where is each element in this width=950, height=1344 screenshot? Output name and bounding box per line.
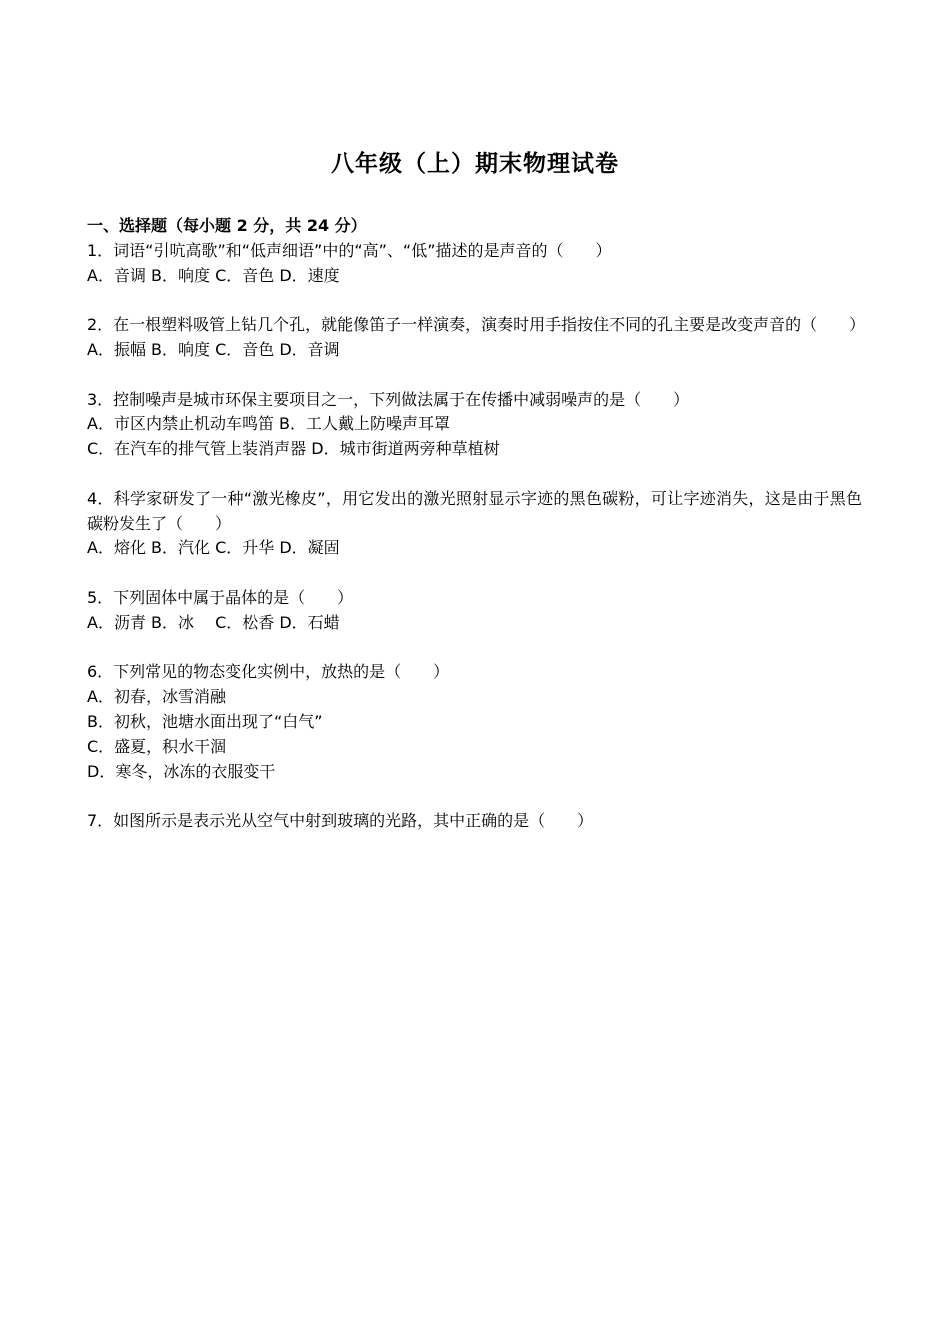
exam-content bbox=[87, 214, 866, 834]
question-4 bbox=[87, 487, 862, 561]
question-stem: 5．下列固体中属于晶体的是（ ） bbox=[87, 587, 354, 607]
question-options: A．振幅 B．响度 C．音色 D．音调 bbox=[87, 339, 340, 359]
question-options: A．熔化 B．汽化 C．升华 D．凝固 bbox=[87, 538, 340, 558]
question-3 bbox=[87, 388, 862, 462]
question-options: A．沥青 B．冰 C．松香 D．石蜡 bbox=[87, 612, 340, 632]
question-option: D．寒冬，冰冻的衣服变干 bbox=[87, 761, 276, 781]
question-stem: 6．下列常见的物态变化实例中，放热的是（ ） bbox=[87, 662, 450, 682]
question-2 bbox=[87, 313, 866, 363]
question-6 bbox=[87, 660, 862, 784]
question-option: B．初秋，池塘水面出现了“白气” bbox=[87, 711, 323, 731]
question-stem: 7．如图所示是表示光从空气中射到玻璃的光路，其中正确的是（ ） bbox=[87, 811, 594, 831]
question-stem: 3．控制噪声是城市环保主要项目之一，下列做法属于在传播中减弱噪声的是（ ） bbox=[87, 389, 690, 409]
section-heading: 一、选择题（每小题 2 分，共 24 分） bbox=[87, 216, 367, 235]
question-option: A．初春，冰雪消融 bbox=[87, 687, 226, 707]
question-stem: 4．科学家研发了一种“激光橡皮”，用它发出的激光照射显示字迹的黑色碳粉，可让字迹消失，这是由于黑色碳粉发生了（ ） bbox=[87, 488, 862, 533]
question-stem: 1．词语“引吭高歌”和“低声细语”中的“高”、“低”描述的是声音的（ ） bbox=[87, 240, 612, 260]
question-7 bbox=[87, 809, 862, 834]
page-title: 八年级（上）期末物理试卷 bbox=[331, 151, 619, 177]
question-1 bbox=[87, 239, 862, 289]
question-options: A．音调 B．响度 C．音色 D．速度 bbox=[87, 265, 340, 285]
question-option: C．盛夏，积水干涸 bbox=[87, 736, 227, 756]
question-options: A．市区内禁止机动车鸣笛 B．工人戴上防噪声耳罩 bbox=[87, 414, 451, 434]
question-5 bbox=[87, 586, 862, 636]
question-options: C．在汽车的排气管上装消声器 D．城市街道两旁种草植树 bbox=[87, 439, 500, 459]
question-stem: 2．在一根塑料吸管上钻几个孔，就能像笛子一样演奏，演奏时用手指按住不同的孔主要是改变声音的（ ） bbox=[87, 315, 866, 335]
